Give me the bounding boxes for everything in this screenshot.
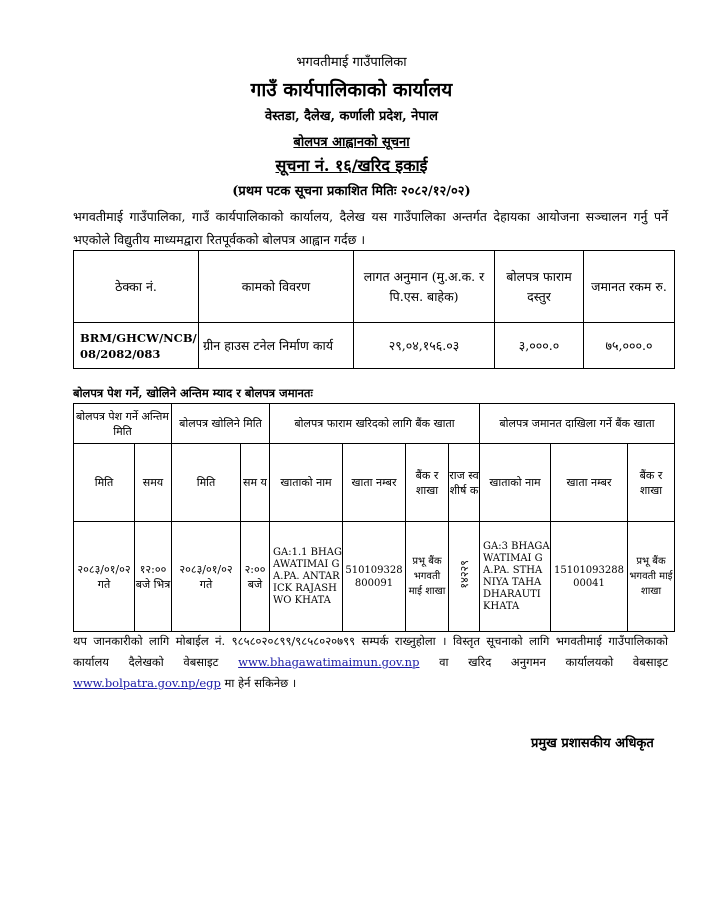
group-form-bank: बोलपत्र फाराम खरिदको लागि बैंक खाता (270, 404, 480, 444)
col-bank: बैंक र शाखा (406, 444, 449, 522)
group-security-bank: बोलपत्र जमानत दाखिला गर्ने बैंक खाता (480, 404, 675, 444)
intro-paragraph: भगवतीमाई गाउँपालिका, गाउँ कार्यपालिकाको कार्यालय, दैलेख यस गाउँपालिका अन्तर्गत देहायका आयोजना सञ्चालन गर्नु पर्ने भएकोले विद्युतीय माध्यमद्वारा रितपूर्वकको बोलपत्र आह्वान गर्दछ । (73, 209, 668, 247)
contact-text-2: वा खरिद अनुगमन कार्यालयको वेबसाइट (439, 655, 669, 669)
security-account-number: 1510109328800041 (551, 522, 628, 632)
col-sec-bank: बैंक र शाखा (628, 444, 675, 522)
municipality-name: भगवतीमाई गाउँपालिका (296, 55, 407, 70)
contact-paragraph (73, 631, 668, 694)
account-name: GA:1.1 BHAGAWATIMAI GA.PA. ANTARICK RAJASHWO KHATA (270, 522, 343, 632)
office-name: गाउँ कार्यपालिकाको कार्यालय (250, 79, 453, 101)
office-address: वेस्तडा, दैलेख, कर्णाली प्रदेश, नेपाल (265, 109, 438, 124)
col-sec-acc-no: खाता नम्बर (551, 444, 628, 522)
publish-date: (प्रथम पटक सूचना प्रकाशित मितिः २०८२/१२/०२) (232, 184, 471, 199)
notice-number: सूचना नं. १६/खरिद इकाई (275, 156, 428, 175)
submit-date: २०८३/०१/०२ गते (74, 522, 135, 632)
notice-type: बोलपत्र आह्वानको सूचना (293, 135, 410, 150)
col-acc-no: खाता नम्बर (343, 444, 406, 522)
contract-table (73, 250, 675, 369)
col-sec-acc-name: खाताको नाम (480, 444, 551, 522)
group-submit: बोलपत्र पेश गर्ने अन्तिम मिति (74, 404, 172, 444)
submit-time: १२:०० बजे भित्र (135, 522, 172, 632)
contact-text: थप जानकारीको लागि मोबाईल नं. ९८५८०२०८९९/९८५८०२०७९९ सम्पर्क राख्नुहोला । विस्तृत सूचनाको लागि भगवतीमाई गाउँपालिकाको कार्यालय दैलेखको वेबसाइट (73, 634, 668, 669)
th-security: जमानत रकम रु. (584, 251, 675, 323)
col-submit-time: समय (135, 444, 172, 522)
contract-no: BRM/GHCW/NCB/08/2082/083 (74, 323, 199, 369)
form-fee-amount: ३,०००.० (495, 323, 584, 369)
group-open: बोलपत्र खोलिने मिति (172, 404, 270, 444)
signature: प्रमुख प्रशासकीय अधिकृत (531, 736, 654, 751)
security-bank-branch: प्रभू बैंक भगवती माई शाखा (628, 522, 675, 632)
deadline-table (73, 403, 675, 632)
th-description: कामको विवरण (199, 251, 354, 323)
work-description: ग्रीन हाउस टनेल निर्माण कार्य (199, 323, 354, 369)
municipality-website-link[interactable]: www.bhagawatimaimun.gov.np (238, 655, 420, 669)
bolpatra-website-link[interactable]: www.bolpatra.gov.np/egp (73, 676, 221, 690)
security-account-name: GA:3 BHAGAWATIMAI GA.PA. STHANIYA TAHA DHARAUTI KHATA (480, 522, 551, 632)
estimate-amount: २९,०४,१५६.०३ (354, 323, 495, 369)
deadline-title: बोलपत्र पेश गर्ने, खोलिने अन्तिम म्याद र बोलपत्र जमानतः (73, 386, 313, 400)
security-amount: ७५,०००.० (584, 323, 675, 369)
open-time: २:०० बजे (241, 522, 270, 632)
col-open-date: मिति (172, 444, 241, 522)
revenue-code: १४२२९ (457, 560, 471, 589)
col-acc-name: खाताको नाम (270, 444, 343, 522)
open-date: २०८३/०१/०२ गते (172, 522, 241, 632)
th-contract-no: ठेक्का नं. (74, 251, 199, 323)
th-estimate: लागत अनुमान (मु.अ.क. र पि.एस. बाहेक) (354, 251, 495, 323)
bank-branch: प्रभू बैंक भगवती माई शाखा (406, 522, 449, 632)
account-number: 510109328800091 (343, 522, 406, 632)
contact-text-3: मा हेर्न सकिनेछ । (224, 676, 297, 690)
col-revenue: राज स्व शीर्ष क (449, 444, 480, 522)
col-submit-date: मिति (74, 444, 135, 522)
th-form-fee: बोलपत्र फाराम दस्तुर (495, 251, 584, 323)
col-open-time: सम य (241, 444, 270, 522)
